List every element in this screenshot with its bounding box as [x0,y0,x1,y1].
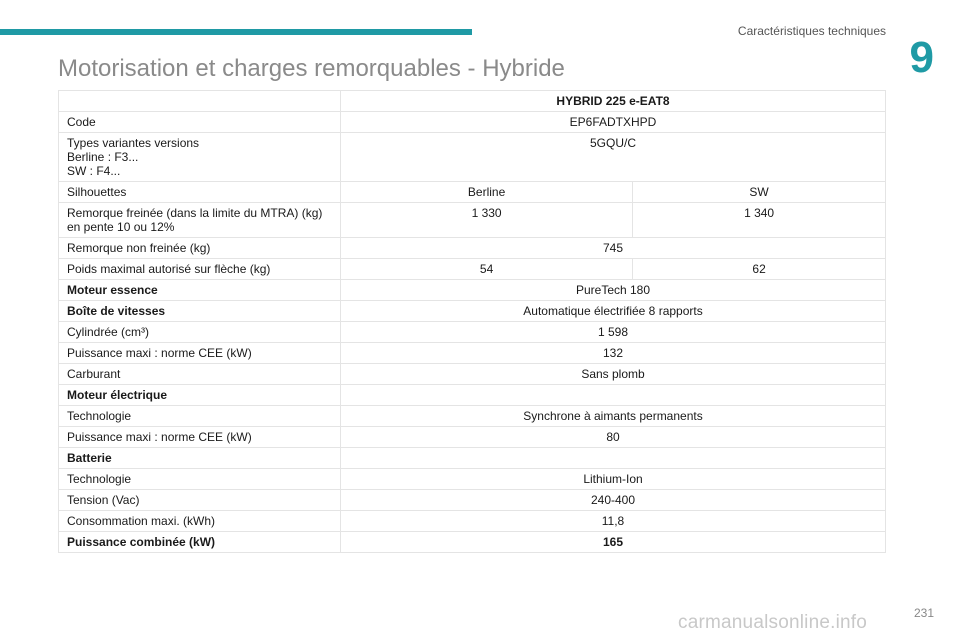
table-row [59,322,886,343]
table-row [59,133,886,182]
row-value: 240-400 [341,490,886,511]
table-row [59,406,886,427]
header-accent-bar [0,29,472,35]
table-row [59,280,886,301]
label-line: Remorque freinée (dans la limite du MTRA) (kg) [67,206,323,220]
header-empty-cell [59,91,341,112]
row-value: 132 [341,343,886,364]
row-label: Code [59,112,341,133]
label-line: en pente 10 ou 12% [67,220,175,234]
spec-table [58,90,886,553]
row-label: Cylindrée (cm³) [59,322,341,343]
row-label: Poids maximal autorisé sur flèche (kg) [59,259,341,280]
row-value: PureTech 180 [341,280,886,301]
table-row [59,469,886,490]
row-value: Automatique électrifiée 8 rapports [341,301,886,322]
label-line: SW : F4... [67,164,121,178]
row-value: 745 [341,238,886,259]
label-line: Types variantes versions [67,136,200,150]
row-label [59,133,341,182]
row-value: 11,8 [341,511,886,532]
row-label: Remorque non freinée (kg) [59,238,341,259]
chapter-number: 9 [909,33,934,82]
table-row [59,385,886,406]
row-value: 1 330 [341,203,633,238]
row-value: 165 [341,532,886,553]
row-value: 62 [633,259,886,280]
row-value-empty [341,448,886,469]
row-value: 5GQU/C [341,133,886,182]
label-line: Berline : F3... [67,150,139,164]
row-value: 54 [341,259,633,280]
row-value: Sans plomb [341,364,886,385]
table-row [59,427,886,448]
row-label: Puissance maxi : norme CEE (kW) [59,427,341,448]
row-label: Moteur essence [59,280,341,301]
row-label: Puissance combinée (kW) [59,532,341,553]
row-label: Carburant [59,364,341,385]
table-row [59,203,886,238]
row-label: Moteur électrique [59,385,341,406]
table-row [59,112,886,133]
row-value: Synchrone à aimants permanents [341,406,886,427]
table-row [59,343,886,364]
table-row [59,364,886,385]
row-label: Batterie [59,448,341,469]
table-row [59,91,886,112]
row-label: Puissance maxi : norme CEE (kW) [59,343,341,364]
table-row [59,238,886,259]
row-value-empty [341,385,886,406]
row-label: Consommation maxi. (kWh) [59,511,341,532]
page-number: 231 [913,606,934,620]
table-row [59,182,886,203]
row-label: Technologie [59,406,341,427]
row-label: Silhouettes [59,182,341,203]
section-title: Caractéristiques techniques [737,24,886,38]
row-value: EP6FADTXHPD [341,112,886,133]
row-value: SW [633,182,886,203]
page-title: Motorisation et charges remorquables - Hybride [58,55,565,82]
row-label [59,203,341,238]
row-label: Tension (Vac) [59,490,341,511]
engine-header: HYBRID 225 e-EAT8 [341,91,886,112]
table-row [59,490,886,511]
row-value: Berline [341,182,633,203]
row-value: 1 598 [341,322,886,343]
table-row [59,532,886,553]
row-label: Boîte de vitesses [59,301,341,322]
table-row [59,448,886,469]
watermark: carmanualsonline.info [678,612,868,633]
row-value: 80 [341,427,886,448]
row-label: Technologie [59,469,341,490]
table-row [59,511,886,532]
table-row [59,301,886,322]
row-value: Lithium-Ion [341,469,886,490]
table-row [59,259,886,280]
row-value: 1 340 [633,203,886,238]
